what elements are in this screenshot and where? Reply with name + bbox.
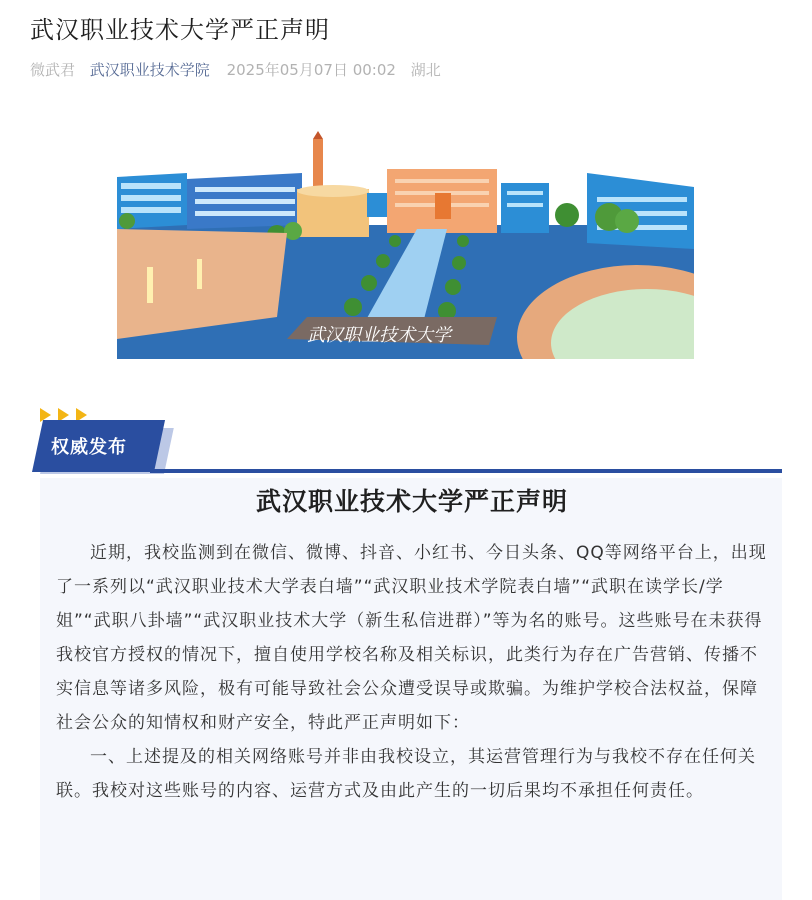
author-name: 微武君	[30, 61, 76, 79]
banner-calligraphy: 武汉职业技术大学	[307, 325, 451, 346]
campus-illustration	[117, 117, 694, 359]
campus-illustration-svg	[117, 117, 694, 359]
account-name-link[interactable]: 武汉职业技术学院	[89, 61, 210, 79]
section-tag-label: 权威发布	[51, 437, 127, 458]
statement-paragraph: 一、上述提及的相关网络账号并非由我校设立，其运营管理行为与我校不存在任何关联。我校对这些账号的内容、运营方式及由此产生的一切后果均不承担任何责任。	[56, 747, 756, 801]
article-title: 武汉职业技术大学严正声明	[30, 16, 330, 44]
statement-paragraph: 近期，我校监测到在微信、微博、抖音、小红书、今日头条、QQ等网络平台上，出现了一系列以“武汉职业技术大学表白墙”“武汉职业技术学院表白墙”“武职在读学长/学姐”“武职八卦墙”“武汉职业技术大学（新生私信进群）”等为名的账号。这些账号在未获得我校官方授权的情况下，擅自使用学校名称及相关标识，此类行为存在广告营销、传播不实信息等诸多风险，极有可能导致社会公众遭受误导或欺骗。为维护学校合法权益，保障社会公众的知情权和财产安全，特此严正声明如下：	[56, 543, 767, 733]
statement-content	[40, 478, 782, 900]
publish-datetime: 2025年05月07日 00:02	[226, 61, 396, 79]
section-header	[40, 418, 782, 476]
statement-section	[40, 406, 782, 900]
statement-title: 武汉职业技术大学严正声明	[255, 487, 568, 516]
article-meta	[30, 59, 451, 80]
publish-location: 湖北	[410, 61, 441, 79]
section-divider	[150, 469, 782, 473]
